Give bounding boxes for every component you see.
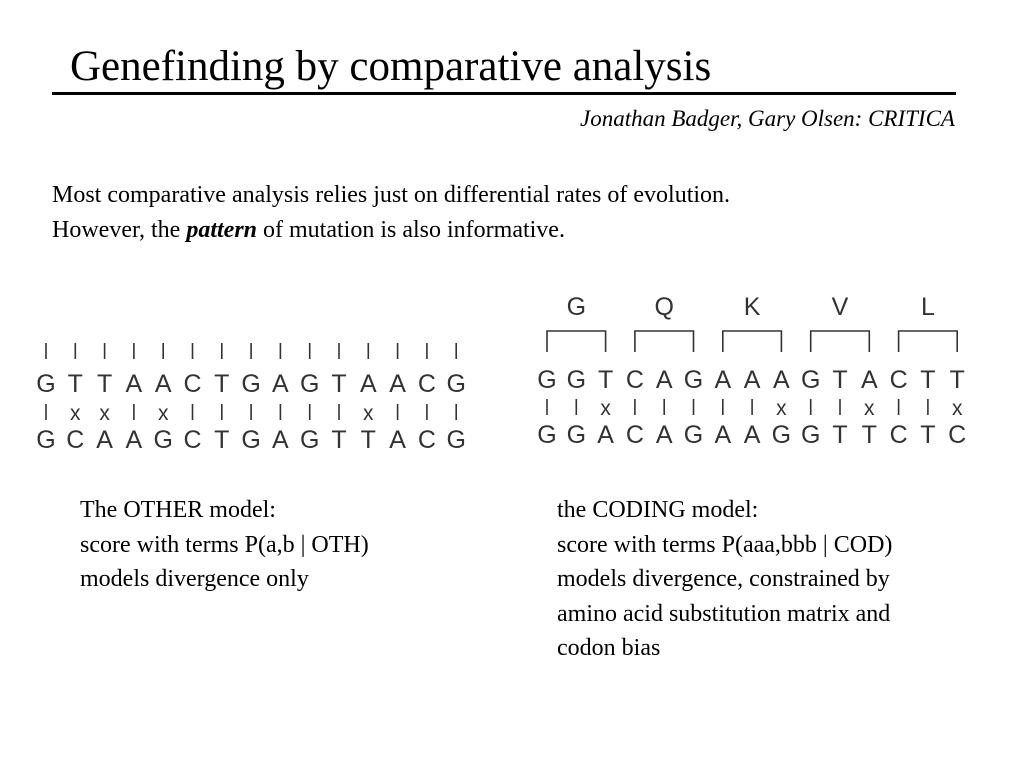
coding-seq-top-base: A bbox=[655, 366, 673, 394]
coding-seq-bottom-base: C bbox=[625, 421, 644, 449]
coding-seq-bottom-base: G bbox=[800, 421, 821, 449]
intro-line-2-after: of mutation is also informative. bbox=[257, 217, 565, 243]
coding-seq-top-base: T bbox=[949, 366, 965, 394]
other-caption-line-1: The OTHER model: bbox=[80, 497, 276, 523]
amino-acid-label: K bbox=[743, 293, 761, 321]
other-seq-top-base: T bbox=[214, 370, 230, 398]
other-caption-line-3: models divergence only bbox=[80, 566, 309, 592]
coding-seq-top-base: G bbox=[537, 366, 557, 394]
other-seq-bottom-base: T bbox=[360, 426, 376, 454]
codon-bracket bbox=[635, 331, 694, 352]
other-match-symbol: x bbox=[363, 402, 374, 425]
coding-caption-line-2: score with terms P(aaa,bbb | COD) bbox=[557, 531, 893, 558]
coding-seq-bottom-base: G bbox=[566, 421, 587, 449]
coding-match-symbol: x bbox=[776, 397, 787, 420]
codon-bracket bbox=[723, 331, 782, 352]
other-seq-bottom-base: A bbox=[389, 426, 406, 454]
title-underline bbox=[52, 92, 956, 95]
intro-line-2 bbox=[52, 213, 730, 248]
other-seq-bottom-base: C bbox=[66, 426, 85, 454]
other-seq-bottom-base: A bbox=[96, 426, 113, 454]
coding-seq-top-base: A bbox=[714, 366, 732, 394]
other-model-alignment bbox=[30, 340, 480, 455]
codon-bracket bbox=[899, 331, 958, 352]
coding-seq-bottom-base: A bbox=[597, 421, 614, 449]
coding-caption-line-3: models divergence, constrained by bbox=[557, 566, 890, 592]
coding-caption-line-1: the CODING model: bbox=[557, 497, 759, 523]
other-match-symbol: x bbox=[70, 402, 81, 425]
intro-line-1: Most comparative analysis relies just on differential rates of evolution. bbox=[52, 182, 731, 208]
amino-acid-label: V bbox=[831, 293, 849, 321]
other-seq-bottom-base: T bbox=[331, 426, 347, 454]
coding-match-symbol: x bbox=[600, 397, 611, 420]
coding-seq-bottom-base: A bbox=[655, 421, 673, 449]
slide-title: Genefinding by comparative analysis bbox=[70, 43, 712, 90]
other-model-caption bbox=[80, 493, 369, 597]
coding-seq-top-base: C bbox=[889, 366, 908, 394]
coding-seq-bottom-base: T bbox=[920, 421, 936, 449]
amino-acid-label: Q bbox=[654, 293, 674, 321]
other-seq-top-base: A bbox=[154, 370, 172, 398]
other-seq-top-base: A bbox=[125, 370, 143, 398]
coding-seq-top-base: A bbox=[860, 366, 878, 394]
codon-bracket bbox=[547, 331, 606, 352]
intro-emphasis-pattern: pattern bbox=[186, 217, 258, 243]
other-seq-top-base: T bbox=[331, 370, 347, 398]
coding-seq-top-base: T bbox=[920, 366, 936, 394]
coding-seq-bottom-base: G bbox=[683, 421, 704, 449]
coding-seq-bottom-base: C bbox=[948, 421, 967, 449]
other-seq-bottom-base: A bbox=[272, 426, 289, 454]
other-seq-top-base: G bbox=[446, 370, 466, 398]
other-seq-bottom-base: G bbox=[153, 426, 173, 454]
coding-seq-top-base: G bbox=[683, 366, 704, 394]
other-seq-top-base: A bbox=[359, 370, 377, 398]
coding-seq-bottom-base: G bbox=[771, 421, 792, 449]
other-seq-bottom-base: T bbox=[214, 426, 230, 454]
amino-acid-label: G bbox=[566, 293, 587, 321]
amino-acid-label: L bbox=[920, 293, 935, 321]
other-seq-bottom-base: G bbox=[241, 426, 261, 454]
coding-seq-bottom-base: C bbox=[889, 421, 908, 449]
other-seq-top-base: G bbox=[36, 370, 56, 398]
other-seq-top-base: C bbox=[417, 370, 436, 398]
coding-seq-top-base: A bbox=[773, 366, 790, 394]
coding-seq-bottom-base: T bbox=[832, 421, 848, 449]
intro-line-2-before: However, the bbox=[52, 217, 187, 243]
other-match-symbol: x bbox=[157, 402, 169, 425]
other-seq-bottom-base: C bbox=[183, 426, 202, 454]
coding-seq-bottom-base: T bbox=[861, 421, 877, 449]
coding-seq-bottom-base: G bbox=[537, 421, 557, 449]
other-seq-bottom-base: G bbox=[299, 426, 320, 454]
coding-seq-bottom-base: A bbox=[714, 421, 732, 449]
coding-caption-line-4: amino acid substitution matrix and bbox=[557, 600, 891, 627]
intro-text bbox=[52, 178, 730, 248]
other-seq-bottom-base: C bbox=[417, 426, 436, 454]
coding-seq-top-base: G bbox=[566, 366, 587, 394]
coding-model-alignment bbox=[530, 290, 980, 450]
slide-credit: Jonathan Badger, Gary Olsen: CRITICA bbox=[580, 106, 955, 131]
coding-seq-bottom-base: A bbox=[743, 421, 761, 449]
other-seq-top-base: A bbox=[272, 370, 289, 398]
other-seq-top-base: A bbox=[389, 370, 406, 398]
other-seq-top-base: T bbox=[67, 370, 83, 398]
coding-seq-top-base: T bbox=[832, 366, 848, 394]
coding-match-symbol: x bbox=[951, 397, 963, 420]
other-seq-top-base: T bbox=[96, 370, 113, 398]
other-seq-top-base: G bbox=[299, 370, 320, 398]
coding-seq-top-base: T bbox=[597, 366, 614, 394]
coding-seq-top-base: A bbox=[743, 366, 761, 394]
other-match-symbol: x bbox=[99, 402, 110, 425]
other-seq-bottom-base: G bbox=[36, 426, 56, 454]
other-seq-bottom-base: A bbox=[125, 426, 143, 454]
coding-caption-line-5: codon bias bbox=[557, 635, 661, 661]
coding-seq-top-base: G bbox=[800, 366, 821, 394]
other-seq-top-base: G bbox=[241, 370, 261, 398]
other-seq-top-base: C bbox=[183, 370, 202, 398]
coding-model-caption bbox=[557, 493, 892, 666]
codon-bracket bbox=[811, 331, 870, 352]
coding-match-symbol: x bbox=[864, 397, 875, 420]
other-caption-line-2: score with terms P(a,b | OTH) bbox=[80, 531, 369, 558]
other-seq-bottom-base: G bbox=[446, 426, 466, 454]
coding-seq-top-base: C bbox=[625, 366, 644, 394]
